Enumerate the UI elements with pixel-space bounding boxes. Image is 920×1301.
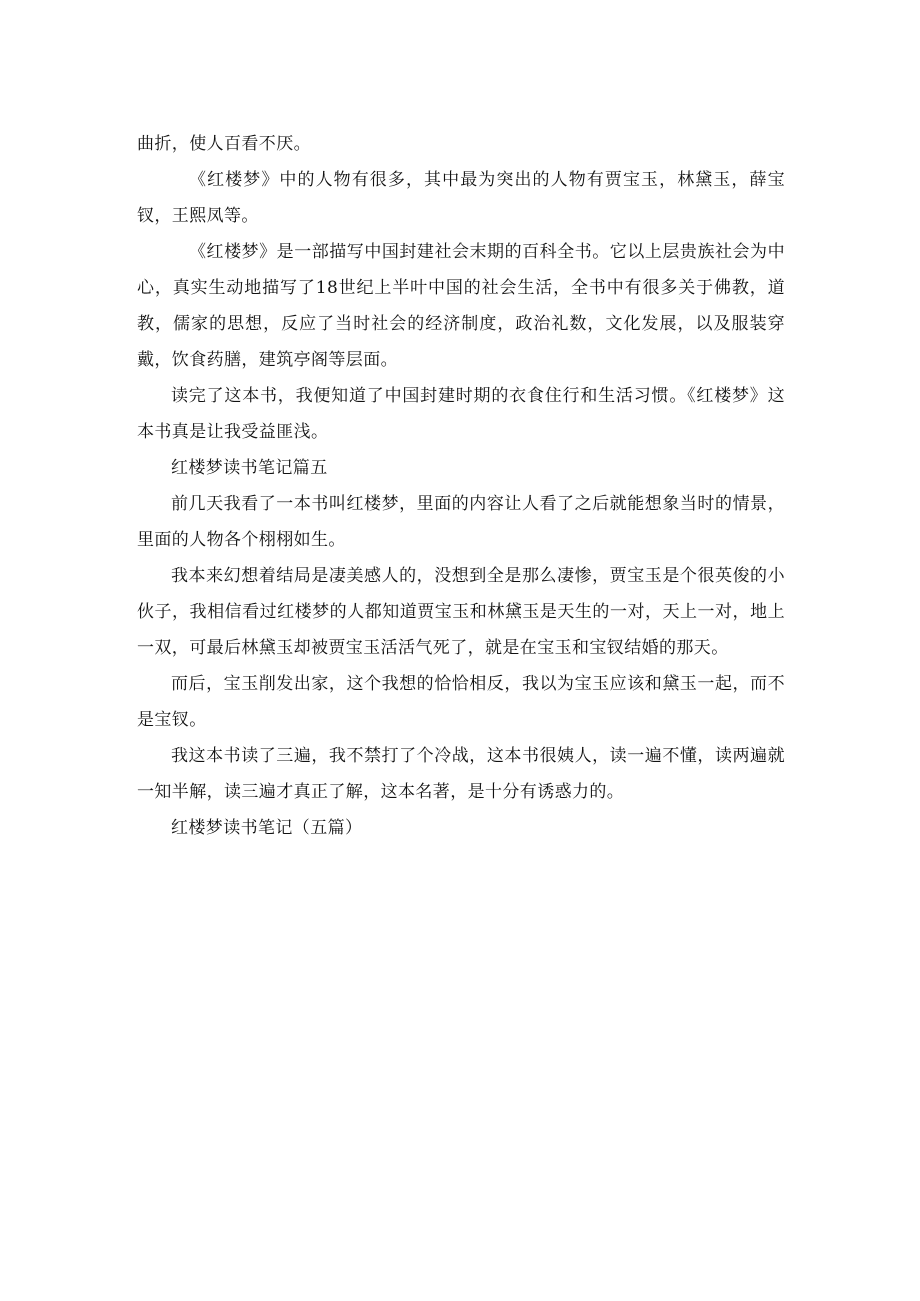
paragraph-characters: 《红楼梦》中的人物有很多，其中最为突出的人物有贾宝玉，林黛玉，薛宝钗，王熙凤等。 — [137, 170, 785, 226]
document-body — [137, 126, 785, 846]
document-title-footer: 红楼梦读书笔记（五篇） — [171, 818, 363, 838]
paragraph-continuation: 曲折，使人百看不厌。 — [137, 134, 311, 154]
paragraph-encyclopedia: 《红楼梦》是一部描写中国封建社会末期的百科全书。它以上层贵族社会为中心，真实生动地描写了18世纪上半叶中国的社会生活，全书中有很多关于佛教，道教，儒家的思想，反应了当时社会的经济制度，政治礼数，文化发展，以及服装穿戴，饮食药膳，建筑亭阁等层面。 — [137, 242, 785, 370]
paragraph-conclusion: 读完了这本书，我便知道了中国封建时期的衣食住行和生活习惯。《红楼梦》这本书真是让我受益匪浅。 — [137, 386, 785, 442]
paragraph-ending: 我本来幻想着结局是凄美感人的，没想到全是那么凄惨，贾宝玉是个很英俊的小伙子，我相信看过红楼梦的人都知道贾宝玉和林黛玉是天生的一对，天上一对，地上一双，可最后林黛玉却被贾宝玉活活气死了，就是在宝玉和宝钗结婚的那天。 — [137, 566, 785, 658]
paragraph-reading-three-times: 我这本书读了三遍，我不禁打了个冷战，这本书很姨人，读一遍不懂，读两遍就一知半解，读三遍才真正了解，这本名著，是十分有诱惑力的。 — [137, 746, 785, 802]
paragraph-intro: 前几天我看了一本书叫红楼梦，里面的内容让人看了之后就能想象当时的情景，里面的人物各个栩栩如生。 — [137, 494, 785, 550]
paragraph-afterward: 而后，宝玉削发出家，这个我想的恰恰相反，我以为宝玉应该和黛玉一起，而不是宝钗。 — [137, 674, 785, 730]
section-heading-part-five: 红楼梦读书笔记篇五 — [171, 458, 328, 478]
